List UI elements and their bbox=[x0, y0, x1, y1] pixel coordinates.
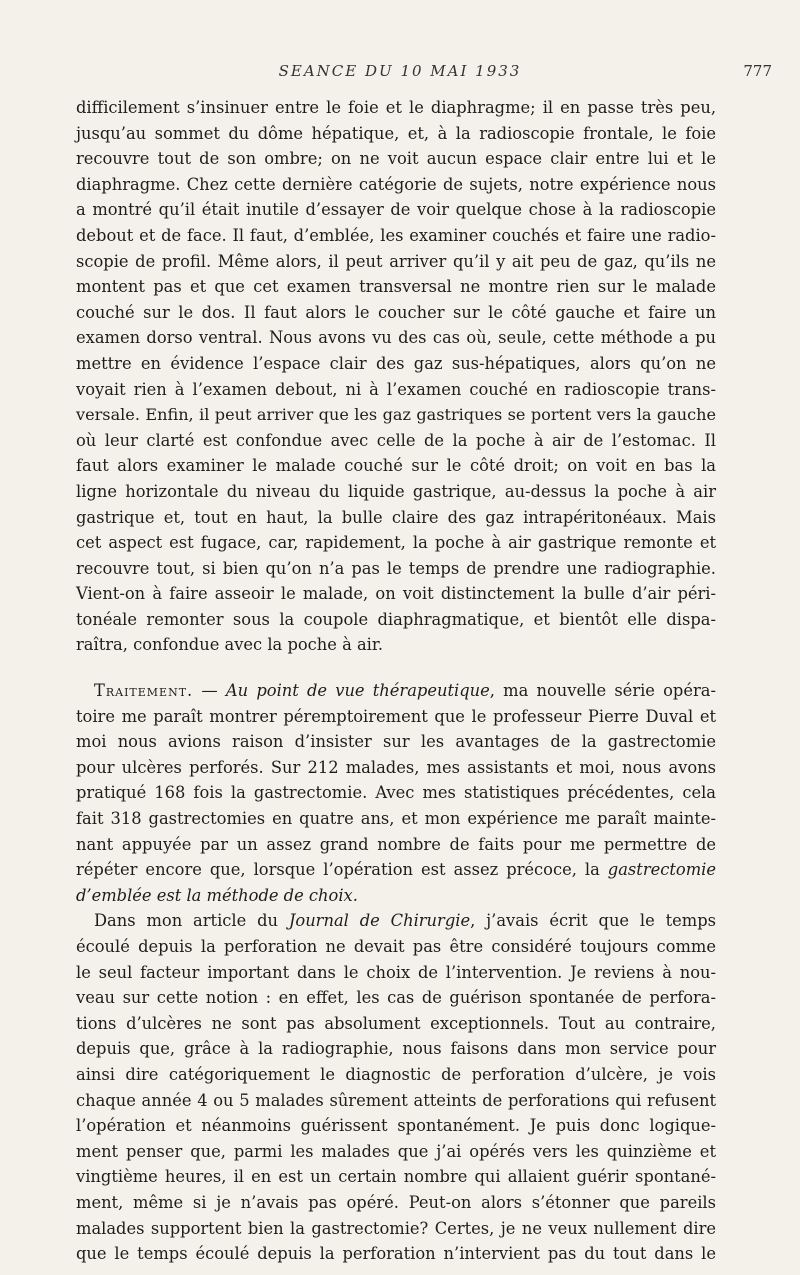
text-line: recouvre tout, si bien qu’on n’a pas le temps de prendre une radiographie. bbox=[76, 558, 716, 578]
text-line bbox=[76, 857, 716, 883]
text-line: voyait rien à l’examen debout, ni à l’examen couché en radioscopie trans- bbox=[76, 379, 716, 399]
line-text: répéter encore que, lorsque l’opération est assez précoce, la bbox=[76, 860, 600, 880]
text-line: le seul facteur important dans le choix de l’intervention. Je reviens à nou- bbox=[76, 962, 716, 982]
text-line: que le temps écoulé depuis la perforation n’intervient pas du tout dans le bbox=[76, 1244, 716, 1264]
text-line: ment, même si je n’avais pas opéré. Peut-on alors s’étonner que pareils bbox=[76, 1192, 716, 1212]
section-heading: Traitement. bbox=[94, 681, 194, 701]
text-line: où leur clarté est confondue avec celle de la poche à air de l’estomac. Il bbox=[76, 430, 716, 450]
line-start: Dans mon article du bbox=[94, 911, 289, 931]
text-line: ligne horizontale du niveau du liquide gastrique, au-dessus la poche à air bbox=[76, 481, 716, 501]
text-line: nant appuyée par un assez grand nombre de faits pour me permettre de bbox=[76, 834, 716, 854]
line-rest: , ma nouvelle série opéra- bbox=[489, 681, 716, 701]
page-number: 777 bbox=[743, 62, 772, 80]
text-line: pratiqué 168 fois la gastrectomie. Avec mes statistiques précédentes, cela bbox=[76, 783, 716, 803]
line-rest: , j’avais écrit que le temps bbox=[470, 911, 717, 931]
paragraph-1 bbox=[76, 95, 716, 658]
text-line: diaphragme. Chez cette dernière catégorie de sujets, notre expérience nous bbox=[76, 174, 716, 194]
text-line: écoulé depuis la perforation ne devait pas être considéré toujours comme bbox=[76, 937, 716, 956]
running-title: SEANCE DU 10 MAI 1933 bbox=[278, 62, 522, 80]
text-line: montent pas et que cet examen transversal ne montre rien sur le malade bbox=[76, 277, 716, 297]
text-line: malades supportent bien la gastrectomie? Certes, je ne veux nullement dire bbox=[76, 1218, 716, 1238]
text-line bbox=[76, 883, 716, 909]
text-line: recouvre tout de son ombre; on ne voit aucun espace clair entre lui et le bbox=[76, 149, 716, 169]
text-line: cet aspect est fugace, car, rapidement, la poche à air gastrique remonte et bbox=[76, 533, 716, 553]
text-line: versale. Enfin, il peut arriver que les gaz gastriques se portent vers la gauche bbox=[76, 405, 716, 425]
text-line: ainsi dire catégoriquement le diagnostic de perforation d’ulcère, je vois bbox=[76, 1064, 716, 1084]
italic-phrase: gastrectomie bbox=[607, 860, 716, 880]
paragraph-gap bbox=[76, 658, 716, 678]
text-line: gastrique et, tout en haut, la bulle claire des gaz intrapéritonéaux. Mais bbox=[76, 507, 716, 527]
text-line: tions d’ulcères ne sont pas absolument exceptionnels. Tout au contraire, bbox=[76, 1013, 716, 1033]
text-line: tonéale remonter sous la coupole diaphragmatique, et bientôt elle dispa- bbox=[76, 609, 716, 629]
text-line: couché sur le dos. Il faut alors le coucher sur le côté gauche et faire un bbox=[76, 302, 716, 322]
text-line: debout et de face. Il faut, d’emblée, les examiner couchés et faire une radio- bbox=[76, 225, 716, 245]
text-line: chaque année 4 ou 5 malades sûrement atteints de perforations qui refusent bbox=[76, 1090, 716, 1110]
text-line bbox=[76, 678, 716, 704]
text-line: veau sur cette notion : en effet, les cas de guérison spontanée de perfora- bbox=[76, 988, 716, 1008]
text-line: toire me paraît montrer péremptoirement que le professeur Pierre Duval et bbox=[76, 706, 716, 726]
italic-phrase: d’emblée est la méthode de choix. bbox=[76, 885, 358, 905]
paragraph-3 bbox=[76, 908, 716, 1266]
text-line: faut alors examiner le malade couché sur le côté droit; on voit en bas la bbox=[76, 456, 716, 476]
paragraph-2 bbox=[76, 678, 716, 908]
text-line bbox=[76, 908, 716, 934]
text-line: l’opération et néanmoins guérissent spontanément. Je puis donc logique- bbox=[76, 1116, 716, 1136]
text-line: Vient-on à faire asseoir le malade, on voit distinctement la bulle d’air péri- bbox=[76, 584, 716, 604]
running-header bbox=[0, 62, 800, 86]
text-line: examen dorso ventral. Nous avons vu des cas où, seule, cette méthode a pu bbox=[76, 328, 716, 348]
body-text bbox=[76, 95, 716, 1267]
text-line: a montré qu’il était inutile d’essayer de voir quelque chose à la radioscopie bbox=[76, 200, 716, 220]
text-line: moi nous avions raison d’insister sur les avantages de la gastrectomie bbox=[76, 732, 716, 752]
text-line: scopie de profil. Même alors, il peut arriver qu’il y ait peu de gaz, qu’ils ne bbox=[76, 251, 716, 271]
text-line: fait 318 gastrectomies en quatre ans, et mon expérience me paraît mainte- bbox=[76, 809, 716, 829]
text-line: jusqu’au sommet du dôme hépatique, et, à la radioscopie frontale, le foie bbox=[76, 123, 716, 143]
text-line: difficilement s’insinuer entre le foie et le diaphragme; il en passe très peu, bbox=[76, 98, 716, 117]
italic-phrase: Au point de vue thérapeutique bbox=[225, 681, 490, 701]
text-line: ment penser que, parmi les malades que j’ai opérés vers les quinzième et bbox=[76, 1141, 716, 1161]
heading-dash: — bbox=[193, 681, 226, 701]
text-line: mettre en évidence l’espace clair des gaz sus-hépatiques, alors qu’on ne bbox=[76, 353, 716, 373]
text-line: raîtra, confondue avec la poche à air. bbox=[76, 635, 384, 655]
text-line: vingtième heures, il en est un certain nombre qui allaient guérir spontané- bbox=[76, 1167, 716, 1187]
text-line: depuis que, grâce à la radiographie, nous faisons dans mon service pour bbox=[76, 1039, 716, 1059]
journal-title: Journal de Chirurgie bbox=[288, 911, 471, 931]
text-line: pour ulcères perforés. Sur 212 malades, mes assistants et moi, nous avons bbox=[76, 757, 716, 777]
